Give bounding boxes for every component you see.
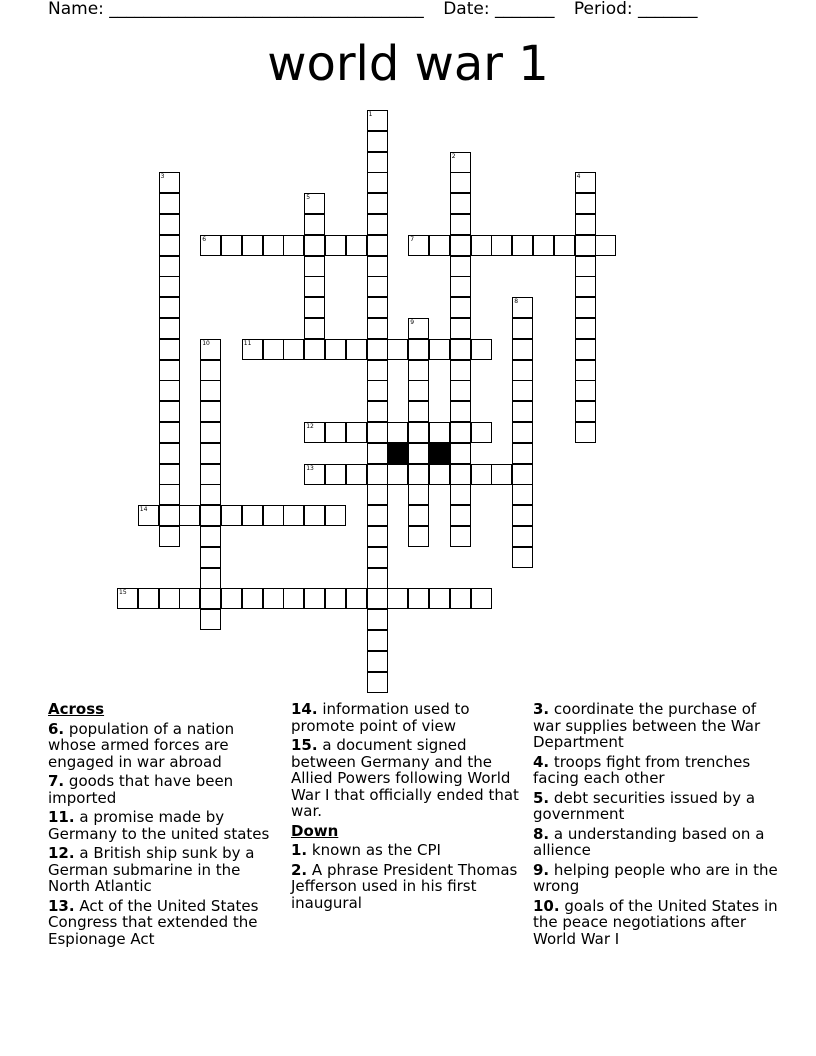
- crossword-cell[interactable]: [471, 339, 492, 360]
- crossword-cell[interactable]: [471, 588, 492, 609]
- clue-column-3: [533, 701, 778, 950]
- crossword-cell[interactable]: [200, 609, 221, 630]
- crossword-cell[interactable]: [512, 318, 533, 339]
- crossword-cell[interactable]: [367, 484, 388, 505]
- crossword-cell[interactable]: [512, 297, 533, 318]
- crossword-cell[interactable]: [408, 588, 429, 609]
- crossword-cell[interactable]: [242, 235, 263, 256]
- clue-number-label: 6: [202, 235, 207, 243]
- crossword-cell[interactable]: [450, 297, 471, 318]
- clue-down-9: [533, 862, 778, 895]
- crossword-cell[interactable]: [533, 235, 554, 256]
- crossword-cell[interactable]: [325, 505, 346, 526]
- crossword-cell[interactable]: [367, 172, 388, 193]
- clue-down-8: [533, 826, 778, 859]
- crossword-cell[interactable]: [408, 339, 429, 360]
- crossword-cell[interactable]: [367, 609, 388, 630]
- crossword-cell[interactable]: [575, 297, 596, 318]
- crossword-cell[interactable]: [325, 339, 346, 360]
- crossword-cell[interactable]: [450, 256, 471, 277]
- crossword-cell[interactable]: [367, 360, 388, 381]
- clue-number: 2.: [291, 860, 308, 879]
- crossword-cell[interactable]: [367, 588, 388, 609]
- crossword-cell[interactable]: [304, 422, 325, 443]
- crossword-cell[interactable]: [387, 464, 408, 485]
- clue-number-label: 2: [451, 152, 456, 160]
- clue-number-label: 3: [160, 173, 165, 181]
- crossword-cell[interactable]: [367, 547, 388, 568]
- clue-text: goods that have been imported: [48, 772, 234, 807]
- clue-across-13: [48, 898, 273, 948]
- crossword-cell[interactable]: [367, 464, 388, 485]
- crossword-cell[interactable]: [346, 464, 367, 485]
- clue-number: 8.: [533, 824, 550, 843]
- clue-number-label: 11: [243, 339, 252, 347]
- crossword-cell[interactable]: [242, 505, 263, 526]
- crossword-cell[interactable]: [387, 422, 408, 443]
- crossword-cell[interactable]: [346, 422, 367, 443]
- crossword-cell[interactable]: [159, 360, 180, 381]
- clue-number: 12.: [48, 844, 75, 862]
- clue-number: 9.: [533, 860, 550, 879]
- header-fields: [48, 0, 712, 20]
- clue-down-2: [291, 862, 526, 912]
- crossword-cell[interactable]: [138, 588, 159, 609]
- crossword-cell[interactable]: [367, 214, 388, 235]
- crossword-cell[interactable]: [138, 505, 159, 526]
- crossword-cell[interactable]: [408, 443, 429, 464]
- crossword-cell[interactable]: [367, 276, 388, 297]
- clue-down-10: [533, 898, 778, 948]
- clue-column-2: [291, 701, 526, 914]
- crossword-cell[interactable]: [367, 651, 388, 672]
- crossword-cell[interactable]: [367, 235, 388, 256]
- clue-number: 15.: [291, 736, 318, 754]
- clue-number: 6.: [48, 719, 65, 738]
- crossword-cell[interactable]: [159, 484, 180, 505]
- crossword-cell[interactable]: [200, 484, 221, 505]
- clue-number: 14.: [291, 700, 318, 718]
- crossword-cell[interactable]: [179, 505, 200, 526]
- crossword-cell[interactable]: [512, 401, 533, 422]
- crossword-cell[interactable]: [263, 505, 284, 526]
- crossword-cell[interactable]: [575, 172, 596, 193]
- crossword-cell[interactable]: [491, 235, 512, 256]
- crossword-cell[interactable]: [367, 318, 388, 339]
- crossword-cell[interactable]: [367, 443, 388, 464]
- clue-down-5: [533, 790, 778, 823]
- down-heading: Down: [291, 821, 339, 840]
- crossword-cell[interactable]: [304, 214, 325, 235]
- crossword-cell[interactable]: [200, 401, 221, 422]
- crossword-cell[interactable]: [450, 214, 471, 235]
- crossword-cell[interactable]: [325, 235, 346, 256]
- crossword-cell[interactable]: [346, 339, 367, 360]
- clue-number-label: 13: [306, 464, 314, 472]
- crossword-cell[interactable]: [159, 588, 180, 609]
- crossword-cell[interactable]: [367, 672, 388, 693]
- crossword-cell[interactable]: [200, 568, 221, 589]
- crossword-cell[interactable]: [283, 505, 304, 526]
- clue-across-7: [48, 773, 273, 806]
- crossword-cell[interactable]: [450, 588, 471, 609]
- crossword-cell[interactable]: [429, 339, 450, 360]
- clue-across-6: [48, 721, 273, 771]
- crossword-cell[interactable]: [263, 339, 284, 360]
- crossword-cell[interactable]: [304, 318, 325, 339]
- crossword-cell[interactable]: [200, 339, 221, 360]
- crossword-cell[interactable]: [554, 235, 575, 256]
- crossword-cell[interactable]: [367, 110, 388, 131]
- crossword-cell[interactable]: [304, 464, 325, 485]
- crossword-cell[interactable]: [200, 464, 221, 485]
- crossword-cell[interactable]: [304, 588, 325, 609]
- clue-number-label: 1: [368, 111, 373, 118]
- clue-text: a understanding based on a allience: [533, 824, 765, 859]
- crossword-cell[interactable]: [325, 588, 346, 609]
- crossword-cell[interactable]: [575, 401, 596, 422]
- crossword-cell[interactable]: [367, 380, 388, 401]
- clue-number-label: 9: [410, 319, 415, 326]
- crossword-cell[interactable]: [512, 443, 533, 464]
- crossword-cell[interactable]: [450, 505, 471, 526]
- clue-number: 10.: [533, 896, 560, 915]
- crossword-cell[interactable]: [221, 588, 242, 609]
- crossword-cell[interactable]: [200, 380, 221, 401]
- crossword-cell[interactable]: [200, 547, 221, 568]
- clue-number: 1.: [291, 841, 308, 859]
- crossword-cell[interactable]: [450, 318, 471, 339]
- crossword-cell[interactable]: [179, 588, 200, 609]
- crossword-cell[interactable]: [159, 297, 180, 318]
- crossword-cell[interactable]: [575, 422, 596, 443]
- date-field[interactable]: Date: _______: [443, 0, 555, 19]
- crossword-cell[interactable]: [346, 235, 367, 256]
- crossword-cell[interactable]: [159, 276, 180, 297]
- crossword-cell[interactable]: [159, 526, 180, 547]
- crossword-cell[interactable]: [512, 360, 533, 381]
- clue-number-label: 8: [514, 298, 519, 306]
- clue-number: 7.: [48, 772, 65, 790]
- crossword-cell[interactable]: [512, 380, 533, 401]
- clue-text: population of a nation whose armed forces are engaged in war abroad: [48, 719, 235, 771]
- clue-column-1: [48, 701, 273, 950]
- crossword-cell[interactable]: [325, 422, 346, 443]
- crossword-cell[interactable]: [429, 588, 450, 609]
- clue-text: known as the CPI: [311, 841, 441, 859]
- crossword-cell[interactable]: [304, 276, 325, 297]
- crossword-cell[interactable]: [512, 484, 533, 505]
- crossword-cell[interactable]: [221, 235, 242, 256]
- crossword-cell[interactable]: [450, 443, 471, 464]
- crossword-cell[interactable]: [200, 505, 221, 526]
- clue-number: 13.: [48, 896, 75, 915]
- crossword-cell[interactable]: [575, 256, 596, 277]
- crossword-cell[interactable]: [200, 526, 221, 547]
- crossword-cell[interactable]: [200, 360, 221, 381]
- black-square: [429, 443, 450, 464]
- crossword-cell[interactable]: [159, 172, 180, 193]
- crossword-cell[interactable]: [283, 588, 304, 609]
- crossword-cell[interactable]: [367, 339, 388, 360]
- crossword-cell[interactable]: [159, 214, 180, 235]
- crossword-cell[interactable]: [471, 235, 492, 256]
- clue-text: goals of the United States in the peace negotiations after World War I: [533, 896, 778, 948]
- crossword-cell[interactable]: [200, 422, 221, 443]
- crossword-cell[interactable]: [283, 339, 304, 360]
- crossword-cell[interactable]: [304, 193, 325, 214]
- crossword-cell[interactable]: [159, 339, 180, 360]
- crossword-cell[interactable]: [200, 235, 221, 256]
- across-heading: Across: [48, 700, 105, 718]
- crossword-cell[interactable]: [304, 256, 325, 277]
- clue-number: 5.: [533, 788, 550, 807]
- crossword-cell[interactable]: [263, 235, 284, 256]
- clue-number-label: 10: [202, 339, 210, 347]
- clue-number-label: 14: [139, 506, 148, 514]
- crossword-cell[interactable]: [159, 380, 180, 401]
- crossword-cell[interactable]: [450, 526, 471, 547]
- clue-down-3: [533, 701, 778, 751]
- crossword-cell[interactable]: [408, 360, 429, 381]
- clue-number-label: 4: [576, 173, 581, 181]
- crossword-cell[interactable]: [512, 464, 533, 485]
- crossword-cell[interactable]: [159, 401, 180, 422]
- crossword-cell[interactable]: [304, 297, 325, 318]
- crossword-cell[interactable]: [263, 588, 284, 609]
- crossword-cell[interactable]: [450, 276, 471, 297]
- clue-number-label: 12: [306, 423, 314, 430]
- crossword-cell[interactable]: [367, 505, 388, 526]
- clue-text: a British ship sunk by a German submarine in the North Atlantic: [48, 844, 255, 895]
- clue-number-label: 5: [306, 194, 311, 202]
- page-title: world war 1: [267, 36, 549, 92]
- crossword-cell[interactable]: [367, 630, 388, 651]
- crossword-cell[interactable]: [159, 505, 180, 526]
- crossword-cell[interactable]: [367, 526, 388, 547]
- crossword-cell[interactable]: [367, 131, 388, 152]
- black-square: [387, 443, 408, 464]
- crossword-cell[interactable]: [450, 172, 471, 193]
- clue-across-12: [48, 845, 273, 895]
- crossword-cell[interactable]: [595, 235, 616, 256]
- crossword-cell[interactable]: [200, 443, 221, 464]
- crossword-cell[interactable]: [512, 339, 533, 360]
- crossword-cell[interactable]: [575, 380, 596, 401]
- crossword-cell[interactable]: [450, 152, 471, 173]
- crossword-cell[interactable]: [346, 588, 367, 609]
- crossword-cell[interactable]: [450, 193, 471, 214]
- clue-across-11: [48, 809, 273, 842]
- crossword-cell[interactable]: [575, 235, 596, 256]
- crossword-cell[interactable]: [304, 505, 325, 526]
- crossword-cell[interactable]: [429, 464, 450, 485]
- crossword-cell[interactable]: [450, 401, 471, 422]
- clue-across-15: [291, 737, 526, 820]
- crossword-cell[interactable]: [408, 318, 429, 339]
- clue-text: A phrase President Thomas Jefferson used in his first inaugural: [291, 860, 518, 912]
- clue-text: troops fight from trenches facing each other: [533, 752, 751, 787]
- clue-number: 4.: [533, 752, 550, 771]
- clue-text: Act of the United States Congress that extended the Espionage Act: [48, 896, 259, 948]
- crossword-cell[interactable]: [429, 422, 450, 443]
- period-field[interactable]: Period: _______: [573, 0, 698, 19]
- crossword-cell[interactable]: [367, 568, 388, 589]
- crossword-cell[interactable]: [200, 588, 221, 609]
- crossword-cell[interactable]: [304, 235, 325, 256]
- crossword-cell[interactable]: [387, 339, 408, 360]
- crossword-cell[interactable]: [408, 505, 429, 526]
- crossword-cell[interactable]: [117, 588, 138, 609]
- clue-number: 11.: [48, 808, 75, 826]
- clue-across-14: [291, 701, 526, 734]
- crossword-cell[interactable]: [408, 401, 429, 422]
- crossword-cell[interactable]: [450, 422, 471, 443]
- crossword-cell[interactable]: [408, 380, 429, 401]
- crossword-cell[interactable]: [159, 464, 180, 485]
- crossword-cell[interactable]: [450, 339, 471, 360]
- crossword-cell[interactable]: [387, 588, 408, 609]
- crossword-cell[interactable]: [242, 339, 263, 360]
- crossword-cell[interactable]: [450, 360, 471, 381]
- clue-text: a document signed between Germany and the Allied Powers following World War I that officially ended that war.: [291, 736, 519, 820]
- crossword-cell[interactable]: [575, 214, 596, 235]
- clue-text: information used to promote point of view: [291, 700, 470, 735]
- crossword-cell[interactable]: [408, 464, 429, 485]
- crossword-cell[interactable]: [450, 235, 471, 256]
- crossword-cell[interactable]: [159, 235, 180, 256]
- crossword-cell[interactable]: [408, 526, 429, 547]
- name-field[interactable]: Name: _____________________________________: [48, 0, 424, 19]
- crossword-cell[interactable]: [304, 339, 325, 360]
- clue-number-label: 15: [119, 589, 127, 597]
- crossword-cell[interactable]: [471, 422, 492, 443]
- crossword-cell[interactable]: [575, 318, 596, 339]
- crossword-cell[interactable]: [408, 235, 429, 256]
- crossword-cell[interactable]: [367, 422, 388, 443]
- crossword-cell[interactable]: [450, 484, 471, 505]
- crossword-cell[interactable]: [159, 193, 180, 214]
- crossword-cell[interactable]: [491, 464, 512, 485]
- clue-number-label: 7: [410, 235, 415, 243]
- crossword-cell[interactable]: [575, 276, 596, 297]
- crossword-cell[interactable]: [429, 235, 450, 256]
- crossword-cell[interactable]: [159, 256, 180, 277]
- crossword-cell[interactable]: [159, 318, 180, 339]
- crossword-cell[interactable]: [242, 588, 263, 609]
- crossword-cell[interactable]: [159, 422, 180, 443]
- crossword-cell[interactable]: [408, 484, 429, 505]
- clue-text: coordinate the purchase of war supplies between the War Department: [533, 700, 761, 751]
- crossword-cell[interactable]: [512, 422, 533, 443]
- crossword-cell[interactable]: [512, 505, 533, 526]
- clue-down-4: [533, 754, 778, 787]
- crossword-cell[interactable]: [575, 193, 596, 214]
- crossword-cell[interactable]: [450, 380, 471, 401]
- crossword-cell[interactable]: [512, 547, 533, 568]
- crossword-cell[interactable]: [408, 422, 429, 443]
- crossword-cell[interactable]: [159, 443, 180, 464]
- crossword-cell[interactable]: [325, 464, 346, 485]
- crossword-cell[interactable]: [512, 235, 533, 256]
- crossword-cell[interactable]: [367, 256, 388, 277]
- crossword-cell[interactable]: [367, 152, 388, 173]
- clue-text: a promise made by Germany to the united states: [48, 808, 270, 843]
- crossword-cell[interactable]: [512, 526, 533, 547]
- clue-text: debt securities issued by a government: [533, 788, 756, 823]
- clue-down-1: [291, 842, 526, 859]
- crossword-cell[interactable]: [471, 464, 492, 485]
- clue-number: 3.: [533, 700, 550, 718]
- crossword-cell[interactable]: [367, 297, 388, 318]
- crossword-cell[interactable]: [283, 235, 304, 256]
- crossword-cell[interactable]: [221, 505, 242, 526]
- crossword-cell[interactable]: [367, 401, 388, 422]
- crossword-cell[interactable]: [575, 360, 596, 381]
- clue-text: helping people who are in the wrong: [533, 860, 778, 895]
- crossword-cell[interactable]: [367, 193, 388, 214]
- crossword-cell[interactable]: [450, 464, 471, 485]
- crossword-cell[interactable]: [575, 339, 596, 360]
